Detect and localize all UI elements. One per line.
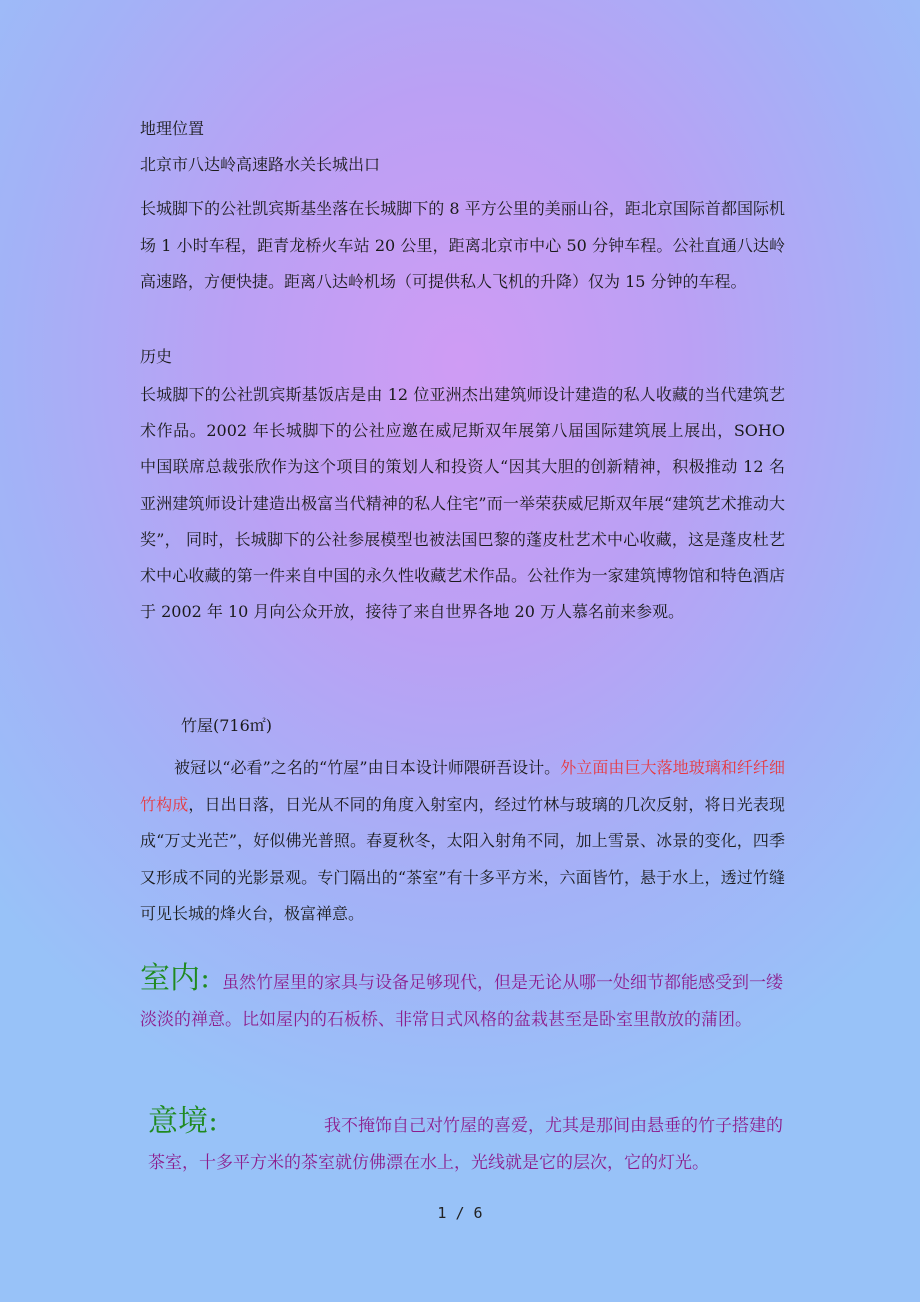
interior-colon: ： bbox=[200, 969, 223, 994]
page-number: 1 / 6 bbox=[437, 1204, 483, 1222]
location-body: 长城脚下的公社凯宾斯基坐落在长城脚下的 8 平方公里的美丽山谷，距北京国际首都国际机场 1 小时车程，距青龙桥火车站 20 公里，距离北京市中心 50 分钟车程。公社直通八达岭高速路，方便快捷。距离八达岭机场（可提供私人飞机的升降）仅为 15 分钟的车程。 bbox=[140, 199, 785, 292]
bamboo-body bbox=[140, 750, 785, 933]
interior-body: 虽然竹屋里的家具与设备足够现代，但是无论从哪一处细节都能感受到一缕淡淡的禅意。比如屋内的石板桥、非常日式风格的盆栽甚至是卧室里散放的蒲团。 bbox=[140, 973, 784, 1030]
bamboo-intro: 被冠以“必看”之名的“竹屋”由日本设计师隈研吾设计。 bbox=[174, 758, 561, 777]
mood-section bbox=[148, 1103, 788, 1182]
history-heading: 历史 bbox=[140, 347, 173, 366]
mood-label: 意境 bbox=[148, 1104, 208, 1139]
interior-label: 室内 bbox=[140, 961, 200, 996]
location-address: 北京市八达岭高速路水关长城出口 bbox=[140, 155, 381, 174]
interior-section bbox=[140, 961, 785, 1038]
mood-colon: ： bbox=[208, 1112, 231, 1137]
bamboo-rest: ，日出日落，日光从不同的角度入射室内，经过竹林与玻璃的几次反射，将日光表现成“万丈光芒”，好似佛光普照。春夏秋冬，太阳入射角不同，加上雪景、冰景的变化，四季又形成不同的光影景观。专门隔出的“茶室”有十多平方米，六面皆竹，悬于水上，透过竹缝可见长城的烽火台，极富禅意。 bbox=[140, 794, 785, 924]
mood-body: 我不掩饰自己对竹屋的喜爱，尤其是那间由悬垂的竹子搭建的茶室，十多平方米的茶室就仿佛漂在水上，光线就是它的层次，它的灯光。 bbox=[148, 1116, 784, 1173]
history-body: 长城脚下的公社凯宾斯基饭店是由 12 位亚洲杰出建筑师设计建造的私人收藏的当代建筑艺术作品。2002 年长城脚下的公社应邀在威尼斯双年展第八届国际建筑展上展出，SOHO 中国联席总裁张欣作为这个项目的策划人和投资人“因其大胆的创新精神，积极推动 12 名亚洲建筑师设计建造出极富当代精神的私人住宅”而一举荣获威尼斯双年展“建筑艺术推动大奖”， 同时，长城脚下的公社参展模型也被法国巴黎的蓬皮杜艺术中心收藏，这是蓬皮杜艺术中心收藏的第一件来自中国的永久性收藏艺术作品。公社作为一家建筑博物馆和特色酒店于 2002 年 10 月向公众开放，接待了来自世界各地 20 万人慕名前来参观。 bbox=[140, 385, 785, 622]
bamboo-title: 竹屋(716㎡) bbox=[181, 716, 273, 735]
location-heading: 地理位置 bbox=[140, 119, 205, 138]
bamboo-highlight: 外立面由巨大落地玻璃和纤纤细竹构成 bbox=[140, 758, 785, 814]
